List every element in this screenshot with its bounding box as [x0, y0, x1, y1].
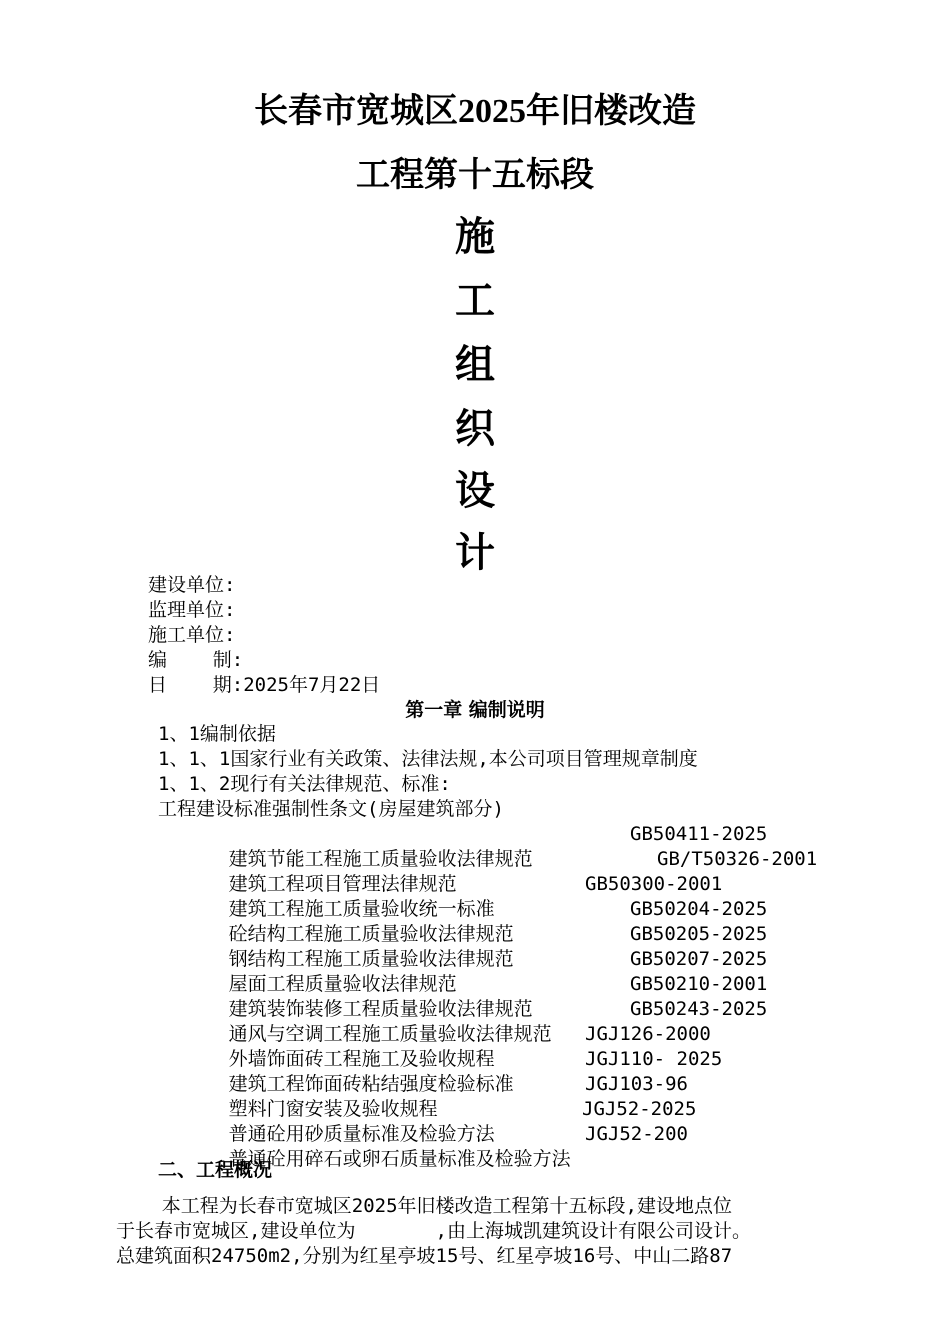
section-heading: 二、工程概况	[158, 1159, 273, 1181]
paragraph-line: 本工程为长春市宽城区2025年旧楼改造工程第十五标段,建设地点位	[116, 1195, 732, 1217]
vertical-title-char: 计	[455, 530, 495, 575]
standard-row	[160, 1122, 800, 1170]
standard-name: 通风与空调工程施工质量验收法律规范	[228, 1023, 552, 1045]
standard-code: GB50300-2001	[585, 873, 723, 895]
basis-item: 1、1编制依据	[158, 723, 276, 745]
standard-code: GB50204-2025	[630, 898, 768, 920]
compiler-label: 编 制:	[148, 649, 244, 671]
standard-name: 建筑工程施工质量验收统一标准	[228, 898, 495, 920]
chapter-heading: 第一章 编制说明	[405, 699, 545, 721]
construction-unit-label: 建设单位:	[148, 574, 236, 596]
standard-code: GB50210-2001	[630, 973, 768, 995]
standard-code: JGJ126-2000	[585, 1023, 711, 1045]
basis-item: 1、1、2现行有关法律规范、标准:	[158, 773, 451, 795]
standard-code: JGJ52-200	[585, 1123, 688, 1145]
standard-name: 屋面工程质量验收法律规范	[228, 973, 457, 995]
standard-code: GB50207-2025	[630, 948, 768, 970]
vertical-title-char: 织	[455, 406, 495, 451]
standard-code: GB/T50326-2001	[657, 848, 818, 870]
standard-name: 建筑工程饰面砖粘结强度检验标准	[228, 1073, 514, 1095]
compilation-basis	[158, 722, 698, 822]
supervision-unit-label: 监理单位:	[148, 599, 236, 621]
basis-item: 1、1、1国家行业有关政策、法律法规,本公司项目管理规章制度	[158, 748, 698, 770]
overview-paragraph	[116, 1194, 846, 1269]
standard-code: GB50411-2025	[630, 823, 768, 845]
project-info-block	[148, 573, 380, 698]
paragraph-line: 于长春市宽城区,建设单位为 ,由上海城凯建筑设计有限公司设计。	[116, 1220, 751, 1242]
contractor-unit-label: 施工单位:	[148, 624, 236, 646]
paragraph-line: 总建筑面积24750m2,分别为红星亭坡15号、红星亭坡16号、中山二路87	[116, 1245, 733, 1267]
vertical-title-char: 设	[455, 468, 495, 513]
standard-name: 塑料门窗安装及验收规程	[228, 1098, 438, 1120]
vertical-title-char: 组	[455, 342, 495, 387]
standard-code: GB50243-2025	[630, 998, 768, 1020]
basis-item: 工程建设标准强制性条文(房屋建筑部分)	[158, 798, 504, 820]
standard-name: 普通砼用碎石或卵石质量标准及检验方法	[228, 1148, 571, 1170]
vertical-title-char: 施	[455, 214, 495, 259]
standard-name: 普通砼用砂质量标准及检验方法	[228, 1123, 495, 1145]
standard-name: 外墙饰面砖工程施工及验收规程	[228, 1048, 495, 1070]
standard-code: JGJ52-2025	[582, 1098, 697, 1120]
standards-list	[160, 822, 818, 1170]
standard-name: 建筑节能工程施工质量验收法律规范	[228, 848, 533, 870]
standard-code: JGJ103-96	[585, 1073, 688, 1095]
standard-code: GB50205-2025	[630, 923, 768, 945]
vertical-title-char: 工	[455, 278, 495, 323]
document-title-line-2: 工程第十五标段	[356, 157, 594, 194]
standard-name: 钢结构工程施工质量验收法律规范	[228, 948, 514, 970]
document-title-line-1: 长春市宽城区2025年旧楼改造	[254, 93, 696, 130]
standard-name: 砼结构工程施工质量验收法律规范	[228, 923, 514, 945]
standard-name: 建筑装饰装修工程质量验收法律规范	[228, 998, 533, 1020]
standard-code: JGJ110- 2025	[585, 1048, 723, 1070]
standard-name: 建筑工程项目管理法律规范	[228, 873, 457, 895]
date-label: 日 期:2025年7月22日	[148, 674, 381, 696]
